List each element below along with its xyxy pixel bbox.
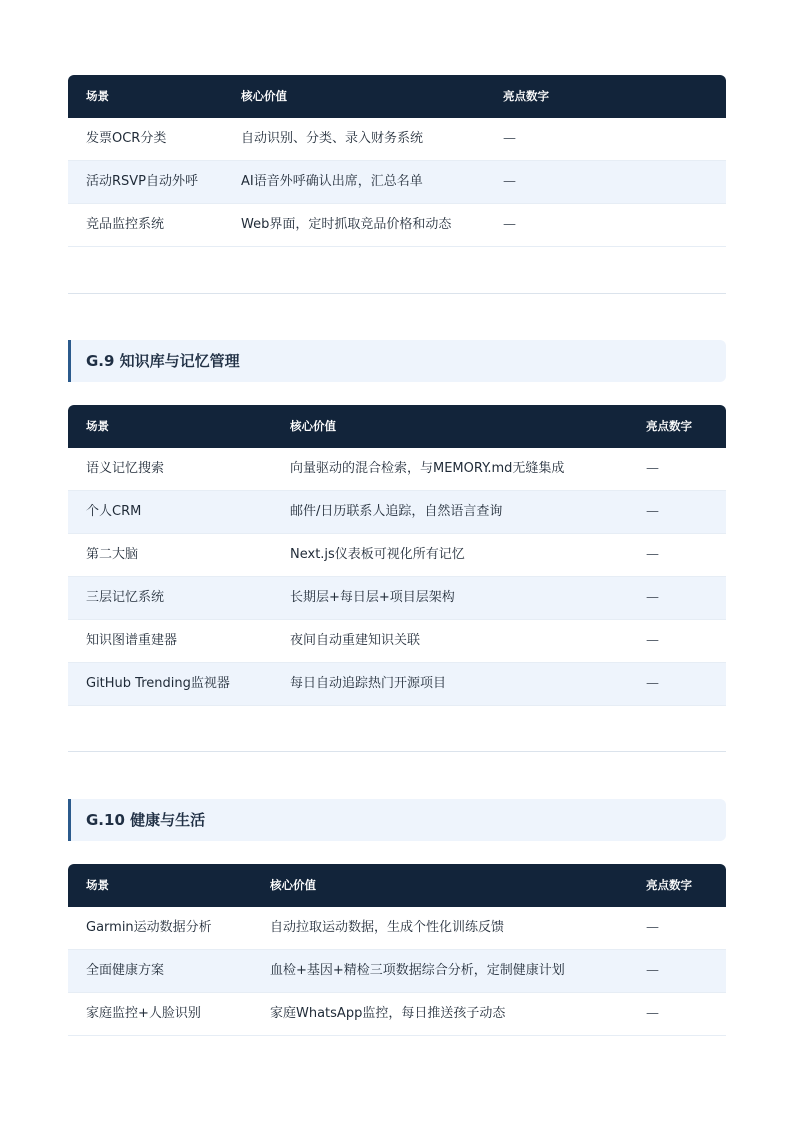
table-knowledge-memory <box>68 405 726 706</box>
header-core-value: 核心价值 <box>270 878 316 892</box>
table-row <box>68 491 726 534</box>
section-accent-bar <box>68 340 71 382</box>
table-invoice-scenarios <box>68 75 726 247</box>
section-heading-g10 <box>68 799 726 841</box>
table-row <box>68 577 726 620</box>
cell-scenario: 三层记忆系统 <box>86 590 165 605</box>
cell-highlight: — <box>646 590 659 605</box>
cell-highlight: — <box>646 461 659 476</box>
cell-core-value: 家庭WhatsApp监控，每日推送孩子动态 <box>270 1006 506 1021</box>
table-row <box>68 663 726 706</box>
cell-core-value: 长期层+每日层+项目层架构 <box>290 590 455 605</box>
cell-highlight: — <box>503 174 516 189</box>
header-scenario: 场景 <box>86 878 109 892</box>
header-highlight-number: 亮点数字 <box>503 89 549 103</box>
cell-scenario: 活动RSVP自动外呼 <box>86 174 199 189</box>
cell-highlight: — <box>646 504 659 519</box>
table-row <box>68 950 726 993</box>
table-row <box>68 534 726 577</box>
cell-core-value: 向量驱动的混合检索，与MEMORY.md无缝集成 <box>290 461 565 476</box>
cell-core-value: Web界面，定时抓取竞品价格和动态 <box>241 217 452 232</box>
section-title: G.9 知识库与记忆管理 <box>86 352 240 370</box>
table-row <box>68 118 726 161</box>
table-row <box>68 907 726 950</box>
cell-highlight: — <box>646 1006 659 1021</box>
section-heading-g9 <box>68 340 726 382</box>
table-row <box>68 993 726 1036</box>
table-row <box>68 204 726 247</box>
table-health-life <box>68 864 726 1036</box>
cell-scenario: 语义记忆搜索 <box>86 461 165 476</box>
header-core-value: 核心价值 <box>290 419 336 433</box>
cell-scenario: 家庭监控+人脸识别 <box>86 1006 201 1021</box>
cell-core-value: 夜间自动重建知识关联 <box>290 633 421 648</box>
table-row <box>68 448 726 491</box>
cell-highlight: — <box>503 131 516 146</box>
cell-core-value: 自动拉取运动数据，生成个性化训练反馈 <box>270 920 505 935</box>
cell-highlight: — <box>646 633 659 648</box>
section-title: G.10 健康与生活 <box>86 811 206 829</box>
table-row <box>68 620 726 663</box>
table-header <box>68 75 726 118</box>
table-header <box>68 405 726 448</box>
cell-highlight: — <box>503 217 516 232</box>
section-divider <box>68 751 726 752</box>
header-highlight-number: 亮点数字 <box>646 878 692 892</box>
cell-scenario: 全面健康方案 <box>86 963 165 978</box>
cell-highlight: — <box>646 963 659 978</box>
cell-highlight: — <box>646 920 659 935</box>
cell-scenario: GitHub Trending监视器 <box>86 676 230 691</box>
cell-scenario: 竞品监控系统 <box>86 217 165 232</box>
table-header <box>68 864 726 907</box>
section-accent-bar <box>68 799 71 841</box>
cell-core-value: Next.js仪表板可视化所有记忆 <box>290 547 465 562</box>
cell-core-value: 自动识别、分类、录入财务系统 <box>241 131 424 146</box>
cell-scenario: 知识图谱重建器 <box>86 633 178 648</box>
cell-highlight: — <box>646 676 659 691</box>
cell-core-value: 血检+基因+精检三项数据综合分析，定制健康计划 <box>270 963 565 978</box>
header-highlight-number: 亮点数字 <box>646 419 692 433</box>
cell-scenario: 个人CRM <box>86 504 142 519</box>
table-row <box>68 161 726 204</box>
section-divider <box>68 293 726 294</box>
cell-highlight: — <box>646 547 659 562</box>
header-scenario: 场景 <box>86 89 109 103</box>
header-core-value: 核心价值 <box>241 89 287 103</box>
header-scenario: 场景 <box>86 419 109 433</box>
cell-scenario: Garmin运动数据分析 <box>86 920 212 935</box>
cell-core-value: AI语音外呼确认出席，汇总名单 <box>241 174 423 189</box>
cell-scenario: 第二大脑 <box>86 547 139 562</box>
cell-core-value: 邮件/日历联系人追踪，自然语言查询 <box>290 504 503 519</box>
cell-scenario: 发票OCR分类 <box>86 131 167 146</box>
cell-core-value: 每日自动追踪热门开源项目 <box>290 676 447 691</box>
